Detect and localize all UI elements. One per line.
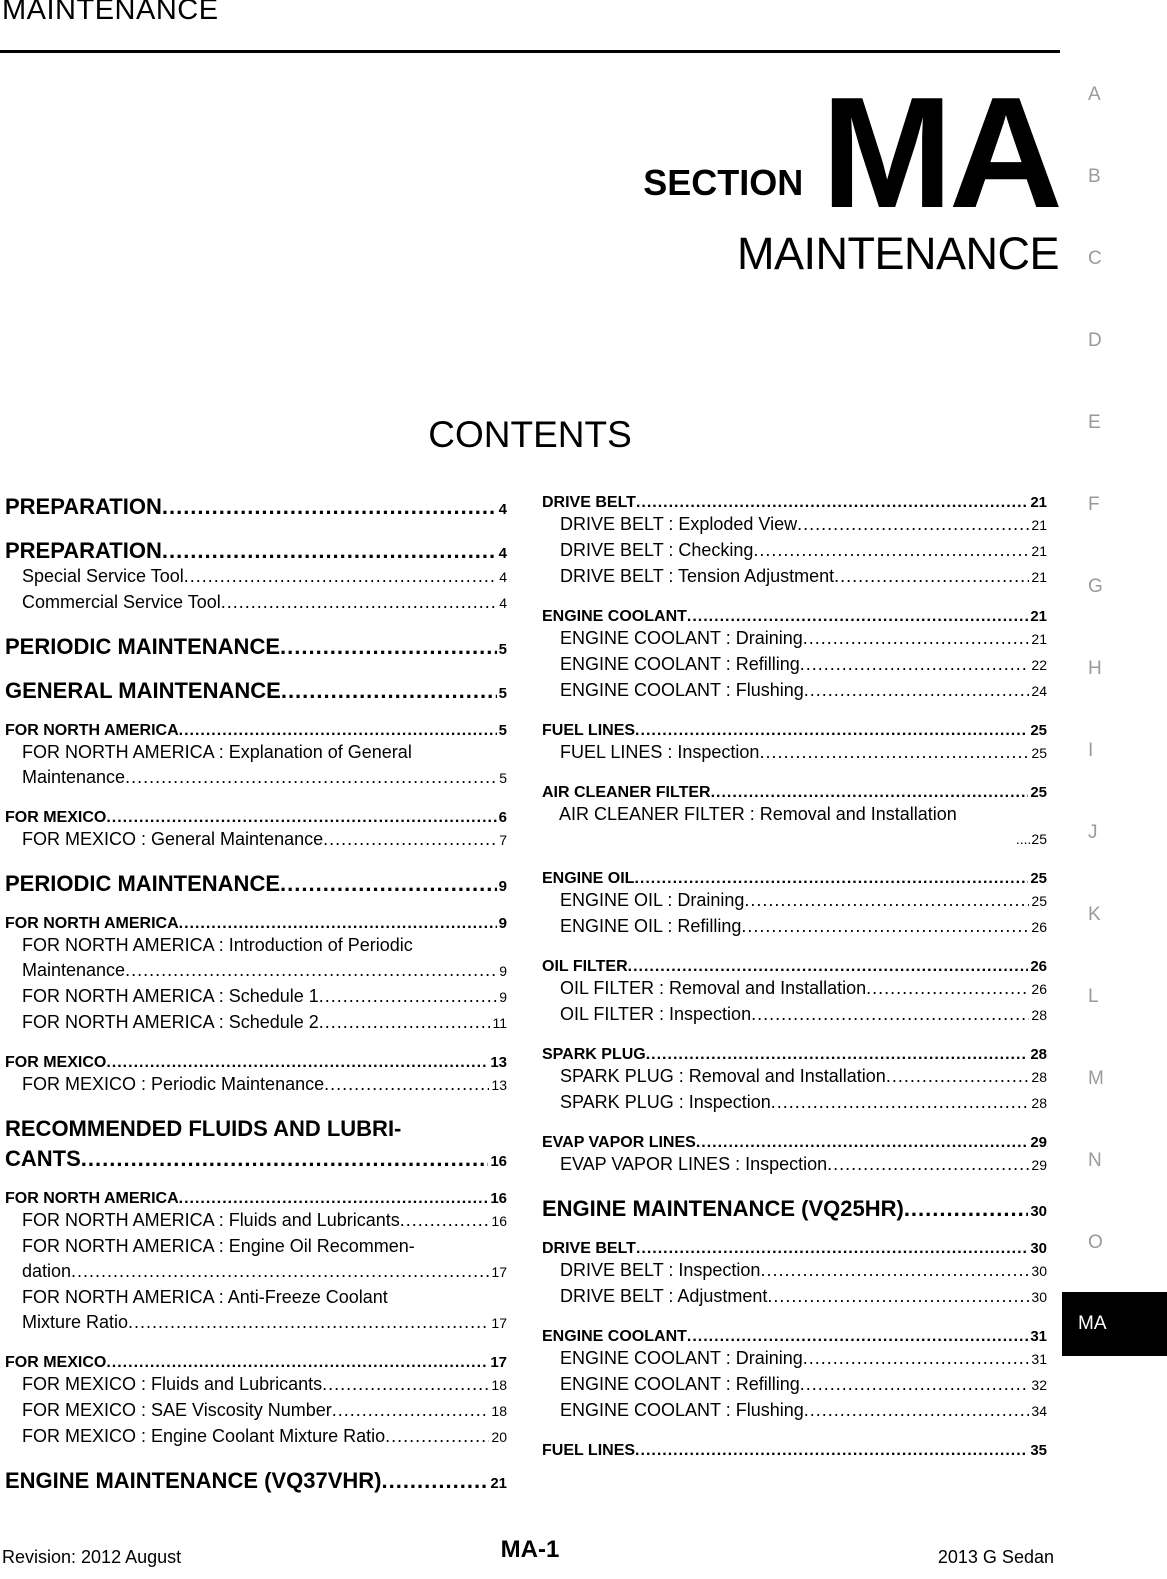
toc-entry[interactable] xyxy=(5,1372,507,1398)
toc-entry-title: ENGINE COOLANT xyxy=(542,1328,687,1345)
section-tab-h[interactable]: H xyxy=(1088,658,1102,679)
toc-entry-title: ENGINE MAINTENANCE (VQ37VHR) xyxy=(5,1468,382,1493)
toc-entry[interactable] xyxy=(542,1152,1047,1178)
toc-page-number: 21 xyxy=(1031,517,1047,533)
toc-entry-title: PERIODIC MAINTENANCE xyxy=(5,634,281,659)
toc-leader-dots xyxy=(753,538,1029,563)
toc-entry[interactable] xyxy=(542,678,1047,704)
section-tab-e[interactable]: E xyxy=(1088,412,1101,433)
toc-entry-title: FOR NORTH AMERICA : Fluids and Lubricants xyxy=(22,1210,400,1230)
toc-leader-dots xyxy=(628,958,1029,976)
toc-entry[interactable] xyxy=(542,1284,1047,1310)
toc-entry-title: FUEL LINES xyxy=(542,722,636,739)
toc-entry-title: DRIVE BELT : Tension Adjustment xyxy=(560,566,835,586)
section-subtitle: MAINTENANCE xyxy=(736,228,1059,279)
toc-entry[interactable] xyxy=(542,888,1047,914)
toc-entry[interactable] xyxy=(542,1064,1047,1090)
toc-page-number: 16 xyxy=(490,1153,507,1170)
toc-leader-dots xyxy=(125,765,497,790)
toc-leader-dots xyxy=(319,1010,491,1035)
toc-leader-dots xyxy=(71,1259,489,1284)
section-tab-o[interactable]: O xyxy=(1088,1232,1103,1253)
toc-entry[interactable] xyxy=(5,1054,507,1072)
toc-entry[interactable] xyxy=(542,1090,1047,1116)
toc-leader-dots xyxy=(767,1284,1029,1309)
toc-leader-dots xyxy=(759,740,1029,765)
toc-entry[interactable] xyxy=(542,538,1047,564)
toc-page-number: 6 xyxy=(498,809,507,826)
toc-page-number: 30 xyxy=(1031,1263,1047,1279)
toc-entry[interactable] xyxy=(542,976,1047,1002)
toc-entry-title: SPARK PLUG : Inspection xyxy=(560,1092,771,1112)
toc-entry-title: SPARK PLUG : Removal and Installation xyxy=(560,1066,886,1086)
toc-leader-dots xyxy=(125,958,497,983)
toc-entry-title: ENGINE COOLANT : Refilling xyxy=(560,1374,800,1394)
toc-entry[interactable] xyxy=(542,1346,1047,1372)
contents-title: CONTENTS xyxy=(428,414,632,455)
section-code: MA xyxy=(821,65,1059,241)
toc-leader-dots xyxy=(866,976,1029,1001)
toc-entry-title: ENGINE OIL : Refilling xyxy=(560,916,742,936)
toc-leader-dots xyxy=(324,1072,489,1097)
section-tab-f[interactable]: F xyxy=(1088,494,1100,515)
toc-entry[interactable] xyxy=(5,915,507,933)
toc-entry[interactable] xyxy=(542,1196,1047,1222)
toc-entry[interactable] xyxy=(542,1442,1047,1460)
toc-page-number: 5 xyxy=(498,685,507,702)
toc-page-number: 17 xyxy=(491,1264,507,1280)
toc-page-number: 29 xyxy=(1030,1134,1047,1151)
toc-page-number: 26 xyxy=(1031,981,1047,997)
toc-page-number: 9 xyxy=(499,963,507,979)
toc-entry[interactable] xyxy=(542,494,1047,512)
toc-page-number: 28 xyxy=(1031,1069,1047,1085)
toc-entry[interactable] xyxy=(5,634,507,660)
toc-page-number: 18 xyxy=(491,1403,507,1419)
toc-leader-dots xyxy=(162,494,497,520)
toc-entry-title: PREPARATION xyxy=(5,538,162,563)
toc-leader-dots xyxy=(319,984,497,1009)
toc-entry-title: FOR MEXICO xyxy=(5,1054,107,1071)
toc-entry[interactable] xyxy=(5,1072,507,1098)
toc-leader-dots xyxy=(687,608,1028,626)
toc-entry-title: FUEL LINES : Inspection xyxy=(560,742,760,762)
toc-page-number: 28 xyxy=(1030,1046,1047,1063)
toc-leader-dots xyxy=(634,870,1028,888)
toc-page-number: 28 xyxy=(1031,1095,1047,1111)
toc-leader-dots xyxy=(760,1258,1029,1283)
toc-leader-dots xyxy=(221,590,497,615)
section-tab-a[interactable]: A xyxy=(1088,84,1101,105)
section-tab-n[interactable]: N xyxy=(1088,1150,1102,1171)
toc-leader-dots xyxy=(904,1196,1029,1222)
toc-entry-title: ENGINE MAINTENANCE (VQ25HR) xyxy=(542,1196,904,1221)
toc-entry[interactable] xyxy=(542,1258,1047,1284)
section-index-tabs xyxy=(1062,82,1167,1356)
toc-leader-dots xyxy=(162,538,497,564)
toc-entry-title: ENGINE COOLANT : Draining xyxy=(560,1348,803,1368)
toc-entry-title: AIR CLEANER FILTER xyxy=(542,784,711,801)
toc-entry[interactable] xyxy=(5,984,507,1010)
toc-leader-dots xyxy=(280,871,497,897)
toc-page-number: 5 xyxy=(498,641,507,658)
toc-entry[interactable] xyxy=(5,678,507,704)
toc-entry[interactable] xyxy=(5,1208,507,1234)
toc-entry[interactable] xyxy=(542,608,1047,626)
toc-leader-dots xyxy=(184,564,497,589)
toc-leader-dots xyxy=(696,1134,1029,1152)
toc-entry-title: EVAP VAPOR LINES : Inspection xyxy=(560,1154,828,1174)
toc-entry[interactable]: FOR NORTH AMERICA : Explanation of General xyxy=(22,742,412,762)
toc-entry-title: ENGINE COOLANT : Flushing xyxy=(560,680,804,700)
toc-entry[interactable] xyxy=(5,765,507,791)
toc-entry-title: Mixture Ratio xyxy=(22,1312,129,1332)
toc-entry-title: DRIVE BELT : Inspection xyxy=(560,1260,761,1280)
toc-entry-title: FOR NORTH AMERICA : Schedule 2 xyxy=(22,1012,319,1032)
toc-page-number: 5 xyxy=(498,722,507,739)
toc-page-number: 35 xyxy=(1030,1442,1047,1459)
toc-entry[interactable] xyxy=(5,494,507,520)
toc-page-number: 21 xyxy=(1031,543,1047,559)
toc-entry-title: FOR NORTH AMERICA xyxy=(5,915,179,932)
footer-revision: Revision: 2012 August xyxy=(2,1547,182,1567)
toc-entry[interactable] xyxy=(5,958,507,984)
toc-leader-dots xyxy=(281,678,497,704)
footer-page-id: MA-1 xyxy=(500,1536,560,1563)
toc-entry[interactable] xyxy=(542,1398,1047,1424)
toc-leader-dots xyxy=(804,678,1030,703)
toc-entry-title: Special Service Tool xyxy=(22,566,184,586)
toc-entry-title: FOR MEXICO : Engine Coolant Mixture Ratio xyxy=(22,1426,386,1446)
toc-leader-dots xyxy=(646,1046,1029,1064)
toc-page-number: 31 xyxy=(1030,1328,1047,1345)
toc-entry[interactable] xyxy=(542,1002,1047,1028)
toc-page-number: 28 xyxy=(1031,1007,1047,1023)
toc-leader-dots xyxy=(179,722,497,740)
toc-page-number: 13 xyxy=(491,1077,507,1093)
toc-entry-title: PREPARATION xyxy=(5,494,162,519)
toc-page-number: 34 xyxy=(1031,1403,1047,1419)
toc-entry-title: GENERAL MAINTENANCE xyxy=(5,678,281,703)
toc-leader-dots xyxy=(385,1424,489,1449)
toc-entry[interactable] xyxy=(542,1134,1047,1152)
toc-leader-dots xyxy=(636,494,1028,512)
toc-entry-title: OIL FILTER xyxy=(542,958,628,975)
toc-page-number: 4 xyxy=(499,569,507,585)
toc-page-number: 25 xyxy=(1030,722,1047,739)
toc-page-number: 17 xyxy=(491,1315,507,1331)
toc-entry-title: FOR MEXICO xyxy=(5,1354,107,1371)
section-tab-k[interactable]: K xyxy=(1088,904,1101,925)
toc-page-number: 24 xyxy=(1031,683,1047,699)
toc-page-number: 21 xyxy=(490,1475,507,1492)
toc-entry-title: ENGINE OIL : Draining xyxy=(560,890,745,910)
toc-entry[interactable] xyxy=(542,564,1047,590)
toc-left-column xyxy=(5,494,507,1494)
toc-entry[interactable] xyxy=(542,1046,1047,1064)
toc-page-number: ....25 xyxy=(1015,831,1047,847)
toc-entry-title: Maintenance xyxy=(22,960,126,980)
toc-leader-dots xyxy=(179,1190,489,1208)
toc-leader-dots xyxy=(800,1372,1030,1397)
section-tab-g[interactable]: G xyxy=(1088,576,1103,597)
toc-entry-title: DRIVE BELT : Adjustment xyxy=(560,1286,768,1306)
toc-leader-dots xyxy=(81,1146,489,1172)
toc-page-number: 4 xyxy=(498,545,507,562)
toc-entry-title: OIL FILTER : Removal and Installation xyxy=(560,978,867,998)
toc-entry[interactable] xyxy=(542,652,1047,678)
toc-leader-dots xyxy=(323,827,497,852)
toc-entry[interactable] xyxy=(542,626,1047,652)
toc-page-number: 29 xyxy=(1031,1157,1047,1173)
toc-leader-dots xyxy=(636,1240,1028,1258)
toc-entry-title: FOR MEXICO : SAE Viscosity Number xyxy=(22,1400,332,1420)
toc-page-number: 25 xyxy=(1030,784,1047,801)
toc-entry-title: Commercial Service Tool xyxy=(22,592,221,612)
toc-entry[interactable] xyxy=(5,809,507,827)
toc-entry[interactable] xyxy=(5,1310,507,1336)
toc-entry[interactable]: RECOMMENDED FLUIDS AND LUBRI- xyxy=(5,1116,402,1141)
toc-leader-dots xyxy=(797,512,1029,537)
toc-entry[interactable] xyxy=(5,564,507,590)
section-tab-j[interactable]: J xyxy=(1088,822,1098,843)
toc-entry-title: FOR NORTH AMERICA xyxy=(5,1190,179,1207)
toc-page-number: 30 xyxy=(1030,1240,1047,1257)
toc-leader-dots xyxy=(803,626,1030,651)
toc-entry[interactable] xyxy=(542,1328,1047,1346)
toc-leader-dots xyxy=(106,1054,488,1072)
section-tab-ma[interactable]: MA xyxy=(1062,1292,1167,1356)
toc-page-number: 25 xyxy=(1031,745,1047,761)
header-title: MAINTENANCE xyxy=(2,0,219,26)
toc-entry-title: OIL FILTER : Inspection xyxy=(560,1004,752,1024)
toc-entry[interactable] xyxy=(542,740,1047,766)
toc-page-number: 9 xyxy=(499,989,507,1005)
toc-page-number: 7 xyxy=(499,832,507,848)
toc-leader-dots xyxy=(400,1208,490,1233)
toc-entry-title: ENGINE COOLANT : Flushing xyxy=(560,1400,804,1420)
toc-entry-title: ENGINE OIL xyxy=(542,870,635,887)
toc-page-number: 31 xyxy=(1031,1351,1047,1367)
toc-entry-title: Maintenance xyxy=(22,767,126,787)
toc-leader-dots xyxy=(834,564,1029,589)
toc-entry-title: FOR MEXICO : General Maintenance xyxy=(22,829,324,849)
toc-page-number: 25 xyxy=(1030,870,1047,887)
toc-entry-title: FOR MEXICO xyxy=(5,809,107,826)
toc-leader-dots xyxy=(635,722,1028,740)
toc-entry[interactable] xyxy=(542,1240,1047,1258)
toc-page-number: 16 xyxy=(490,1190,507,1207)
toc-entry[interactable] xyxy=(542,914,1047,940)
toc-leader-dots xyxy=(106,809,496,827)
toc-entry[interactable]: FOR NORTH AMERICA : Engine Oil Recommen- xyxy=(22,1236,415,1256)
footer-model: 2013 G Sedan xyxy=(937,1547,1054,1567)
toc-entry[interactable] xyxy=(5,1424,507,1450)
toc-page-number: 21 xyxy=(1031,569,1047,585)
toc-entry-title: FOR NORTH AMERICA xyxy=(5,722,179,739)
toc-entry[interactable] xyxy=(542,870,1047,888)
toc-page-number: 16 xyxy=(491,1213,507,1229)
toc-leader-dots xyxy=(711,784,1029,802)
toc-page-number: 26 xyxy=(1031,919,1047,935)
toc-entry[interactable] xyxy=(5,1468,507,1494)
toc-leader-dots xyxy=(744,888,1029,913)
toc-leader-dots xyxy=(771,1090,1030,1115)
toc-entry[interactable] xyxy=(5,1259,507,1285)
toc-entry[interactable]: FOR NORTH AMERICA : Anti-Freeze Coolant xyxy=(22,1287,388,1307)
section-tab-d[interactable]: D xyxy=(1088,330,1102,351)
toc-entry[interactable] xyxy=(542,784,1047,802)
toc-entry-title: ENGINE COOLANT : Draining xyxy=(560,628,803,648)
toc-entry[interactable] xyxy=(5,1146,507,1172)
section-tab-c[interactable]: C xyxy=(1088,248,1102,269)
section-tab-m[interactable]: M xyxy=(1088,1068,1104,1089)
toc-leader-dots xyxy=(322,1372,489,1397)
toc-leader-dots xyxy=(751,1002,1029,1027)
toc-page-number: 4 xyxy=(498,501,507,518)
toc-leader-dots xyxy=(827,1152,1029,1177)
toc-entry[interactable]: FOR NORTH AMERICA : Introduction of Periodic xyxy=(22,935,413,955)
toc-entry[interactable] xyxy=(542,958,1047,976)
toc-page-number: 20 xyxy=(491,1429,507,1445)
toc-leader-dots xyxy=(804,1398,1030,1423)
section-heading xyxy=(643,65,1059,241)
toc-leader-dots xyxy=(741,914,1029,939)
section-word: SECTION xyxy=(643,162,804,203)
toc-entry[interactable] xyxy=(5,1354,507,1372)
toc-page-number: 5 xyxy=(499,770,507,786)
toc-entry-title: CANTS xyxy=(5,1146,81,1171)
section-tab-i[interactable]: I xyxy=(1088,740,1094,761)
toc-page-number: 4 xyxy=(499,595,507,611)
toc-entry[interactable] xyxy=(542,722,1047,740)
toc-leader-dots xyxy=(635,1442,1028,1460)
toc-leader-dots xyxy=(179,915,497,933)
toc-page-number: 17 xyxy=(490,1354,507,1371)
toc-page-number: 9 xyxy=(498,915,507,932)
toc-entry[interactable] xyxy=(5,1398,507,1424)
toc-leader-dots xyxy=(280,634,497,660)
toc-page-number: 13 xyxy=(490,1054,507,1071)
toc-leader-dots xyxy=(128,1310,489,1335)
toc-entry[interactable] xyxy=(5,538,507,564)
toc-entry[interactable] xyxy=(542,1372,1047,1398)
toc-entry-title: ENGINE COOLANT xyxy=(542,608,687,625)
toc-page-number: 21 xyxy=(1031,631,1047,647)
toc-leader-dots xyxy=(332,1398,490,1423)
toc-page-number: 26 xyxy=(1030,958,1047,975)
section-tab-l[interactable]: L xyxy=(1088,986,1099,1007)
toc-entry-title: ENGINE COOLANT : Refilling xyxy=(560,654,800,674)
toc-leader-dots xyxy=(106,1354,488,1372)
header-divider xyxy=(0,50,1060,53)
toc-entry-title: FOR MEXICO : Periodic Maintenance xyxy=(22,1074,325,1094)
toc-entry[interactable] xyxy=(5,590,507,616)
toc-page-number: 21 xyxy=(1030,494,1047,511)
toc-page-number: 32 xyxy=(1031,1377,1047,1393)
toc-entry-title: DRIVE BELT xyxy=(542,494,636,511)
toc-entry-title: FOR MEXICO : Fluids and Lubricants xyxy=(22,1374,323,1394)
toc-entry[interactable] xyxy=(542,512,1047,538)
toc-entry-title: DRIVE BELT xyxy=(542,1240,636,1257)
toc-page-number: 9 xyxy=(498,878,507,895)
toc-entry-title: FOR NORTH AMERICA : Schedule 1 xyxy=(22,986,319,1006)
toc-entry-title: DRIVE BELT : Checking xyxy=(560,540,754,560)
toc-entry[interactable] xyxy=(5,722,507,740)
toc-right-column xyxy=(542,494,1047,1460)
toc-leader-dots xyxy=(803,1346,1030,1371)
toc-page-number: 30 xyxy=(1031,1289,1047,1305)
toc-entry[interactable]: AIR CLEANER FILTER : Removal and Installation xyxy=(559,804,957,824)
toc-page-number: 21 xyxy=(1030,608,1047,625)
toc-entry[interactable] xyxy=(5,1010,507,1036)
toc-entry-title: PERIODIC MAINTENANCE xyxy=(5,871,281,896)
toc-leader-dots xyxy=(381,1468,488,1494)
toc-entry-title: dation xyxy=(22,1261,72,1281)
toc-entry-title: DRIVE BELT : Exploded View xyxy=(560,514,798,534)
toc-entry-title: EVAP VAPOR LINES xyxy=(542,1134,696,1151)
toc-leader-dots xyxy=(886,1064,1030,1089)
toc-page-number: 30 xyxy=(1030,1203,1047,1220)
toc-entry[interactable] xyxy=(5,1190,507,1208)
toc-page-number: 25 xyxy=(1031,893,1047,909)
toc-leader-dots xyxy=(800,652,1030,677)
toc-entry-title: SPARK PLUG xyxy=(542,1046,646,1063)
toc-leader-dots xyxy=(687,1328,1028,1346)
toc-entry[interactable] xyxy=(5,871,507,897)
toc-entry[interactable] xyxy=(5,827,507,853)
section-tab-b[interactable]: B xyxy=(1088,166,1101,187)
toc-page-number: 22 xyxy=(1031,657,1047,673)
toc-entry-title: FUEL LINES xyxy=(542,1442,636,1459)
toc-page-number: 11 xyxy=(492,1015,507,1031)
toc-page-number: 18 xyxy=(491,1377,507,1393)
